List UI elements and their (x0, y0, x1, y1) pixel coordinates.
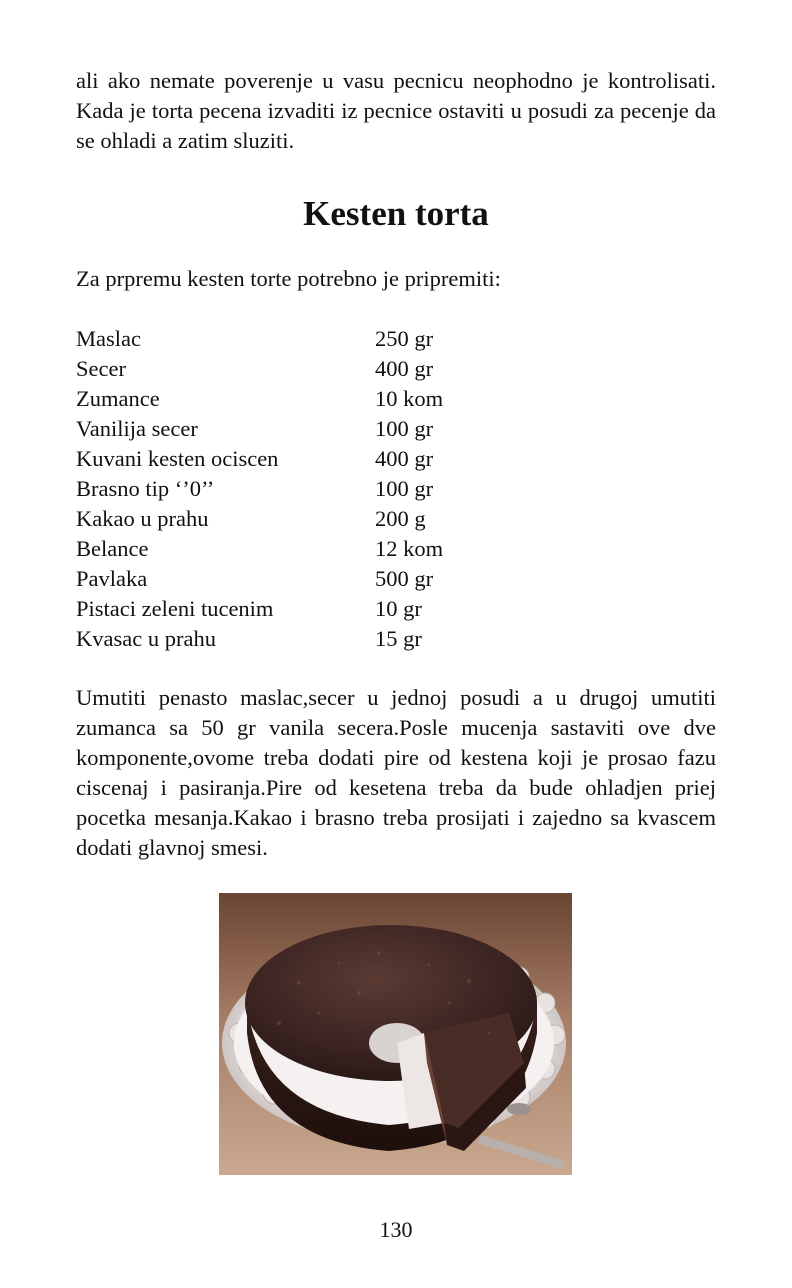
ingredient-name: Pistaci zeleni tucenim (76, 596, 274, 621)
ingredient-name: Vanilija secer (76, 416, 198, 441)
ingredient-row (76, 444, 716, 474)
ingredient-amount: 100 gr (375, 416, 434, 441)
ingredient-amount: 250 gr (375, 326, 434, 351)
ingredient-name: Maslac (76, 326, 141, 351)
ingredient-amount: 400 gr (375, 446, 434, 471)
ingredient-row (76, 534, 716, 564)
recipe-intro: Za prpremu kesten torte potrebno je pripremiti: (76, 266, 501, 291)
ingredient-name: Pavlaka (76, 566, 148, 591)
ingredient-amount: 500 gr (375, 566, 434, 591)
ingredients-list (76, 324, 716, 654)
ingredient-amount: 12 kom (375, 536, 444, 561)
ingredient-name: Kakao u prahu (76, 506, 209, 531)
ingredient-name: Zumance (76, 386, 160, 411)
ingredient-row (76, 474, 716, 504)
page-number: 130 (379, 1217, 413, 1242)
ingredient-name: Kuvani kesten ociscen (76, 446, 279, 471)
ingredient-row (76, 354, 716, 384)
ingredient-row (76, 414, 716, 444)
ingredient-name: Brasno tip ‘’0’’ (76, 476, 215, 501)
ingredient-amount: 10 gr (375, 596, 422, 621)
ingredient-row (76, 324, 716, 354)
ingredient-amount: 15 gr (375, 626, 422, 651)
cake-photo (219, 893, 572, 1175)
ingredient-row (76, 624, 716, 654)
ingredient-row (76, 564, 716, 594)
ingredient-row (76, 504, 716, 534)
ingredient-amount: 100 gr (375, 476, 434, 501)
ingredient-amount: 400 gr (375, 356, 434, 381)
method-paragraph: Umutiti penasto maslac,secer u jednoj posudi a u drugoj umutiti zumanca sa 50 gr vanila secera.Posle mucenja sastaviti ove dve komponente,ovome treba dodati pire od kestena koji je prosao fazu ciscenaj i pasiranja.Pire od kesetena treba da bude ohladjen priej pocetka mesanja.Kakao i brasno treba prosijati i zajedno sa kvascem dodati glavnoj smesi. (76, 685, 716, 860)
ingredient-amount: 200 g (375, 506, 426, 531)
ingredient-name: Secer (76, 356, 126, 381)
ingredient-row (76, 594, 716, 624)
document-page (76, 66, 716, 860)
ingredient-row (76, 384, 716, 414)
recipe-title: Kesten torta (303, 194, 489, 233)
top-paragraph: ali ako nemate poverenje u vasu pecnicu neophodno je kontrolisati. Kada je torta pecena izvaditi iz pecnice ostaviti u posudi za pecenje da se ohladi a zatim sluziti. (76, 68, 716, 153)
ingredient-amount: 10 kom (375, 386, 444, 411)
ingredient-name: Kvasac u prahu (76, 626, 216, 651)
ingredient-name: Belance (76, 536, 149, 561)
